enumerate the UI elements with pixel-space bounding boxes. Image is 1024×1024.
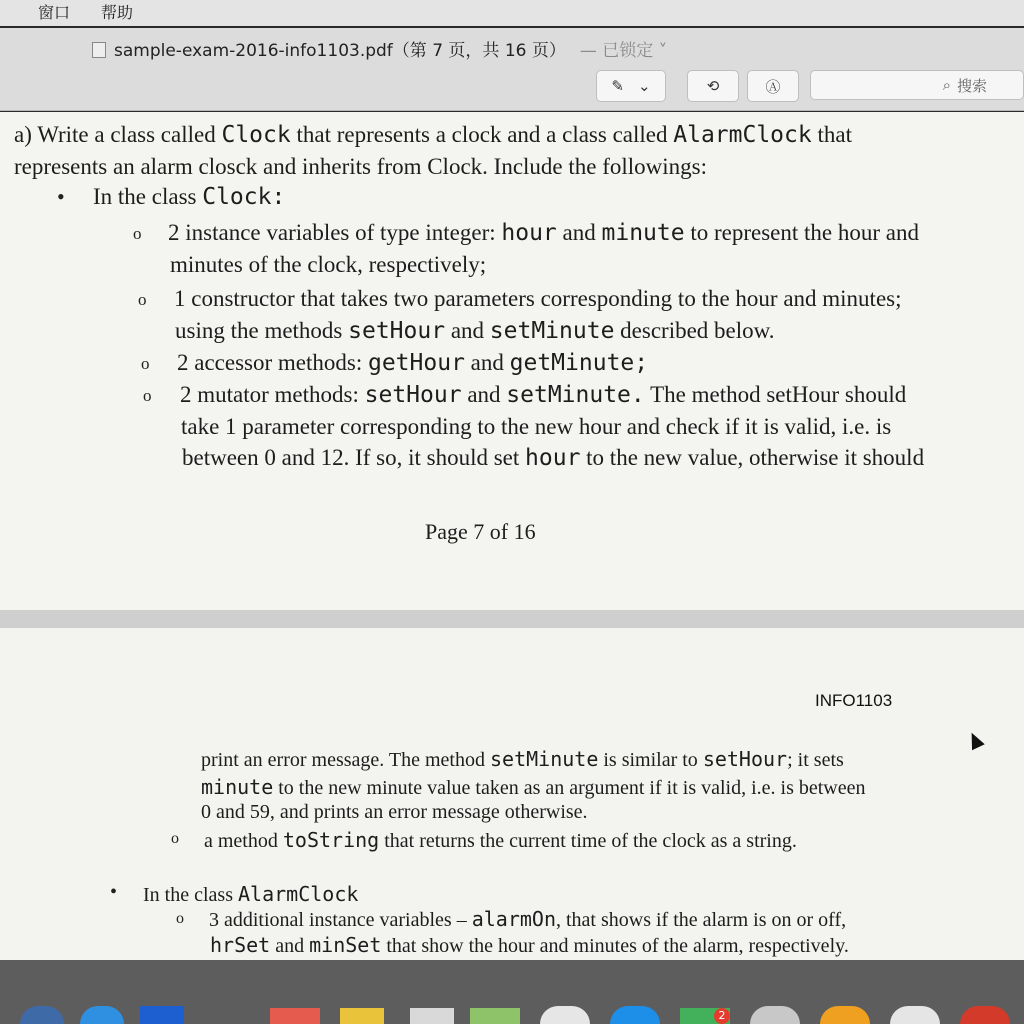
item-additional-vars-l1: 3 additional instance variables – alarmOn, that shows if the alarm is on or off, xyxy=(209,907,847,931)
item-instance-vars-l2: minutes of the clock, respectively; xyxy=(170,252,487,277)
menu-window[interactable]: 窗口 xyxy=(38,3,71,22)
clock-class-heading: In the class Clock: xyxy=(93,184,286,210)
annotate-icon: Ⓐ xyxy=(765,77,781,96)
app-icon[interactable] xyxy=(610,1006,660,1024)
annotate-button[interactable] xyxy=(747,70,799,102)
chevron-down-icon: ⌄ xyxy=(638,77,651,95)
app-icon[interactable] xyxy=(890,1006,940,1024)
item-constructor-l1: 1 constructor that takes two parameters corresponding to the hour and minutes; xyxy=(174,286,902,311)
app-icon[interactable] xyxy=(20,1006,64,1024)
markup-button[interactable] xyxy=(596,70,666,102)
notification-badge: 2 xyxy=(714,1008,730,1024)
item-constructor-l2: using the methods setHour and setMinute described below. xyxy=(175,318,775,344)
app-icon[interactable] xyxy=(140,1006,184,1024)
bullet-dot: • xyxy=(57,184,65,209)
circle-bullet: o xyxy=(143,386,152,405)
dock xyxy=(0,960,1024,1024)
app-icon[interactable] xyxy=(340,1008,384,1024)
page-header-course: INFO1103 xyxy=(815,691,893,710)
window-toolbar xyxy=(0,28,1024,111)
circle-bullet: o xyxy=(141,354,150,373)
cont-line3: 0 and 59, and prints an error message otherwise. xyxy=(201,801,588,823)
item-mutators-l1: 2 mutator methods: setHour and setMinute. The method setHour should xyxy=(180,382,907,408)
item-mutators-l3: between 0 and 12. If so, it should set hour to the new value, otherwise it should xyxy=(182,445,925,471)
menu-help[interactable]: 帮助 xyxy=(101,3,134,22)
circle-bullet: o xyxy=(133,224,142,243)
cont-line2: minute to the new minute value taken as an argument if it is valid, i.e. is between xyxy=(201,775,866,799)
pdf-document-icon xyxy=(92,42,106,58)
cont-line1: print an error message. The method setMinute is similar to setHour; it sets xyxy=(201,747,844,771)
question-a-line1: a) Write a class called Clock that represents a clock and a class called AlarmClock that xyxy=(14,122,852,148)
item-additional-vars-l2: hrSet and minSet that show the hour and minutes of the alarm, respectively. xyxy=(210,933,849,957)
locked-status[interactable]: — 已锁定 ˅ xyxy=(579,41,668,61)
app-icon[interactable] xyxy=(270,1008,320,1024)
app-icon[interactable] xyxy=(470,1008,520,1024)
app-icon[interactable] xyxy=(540,1006,590,1024)
bullet-dot: • xyxy=(110,881,118,903)
search-field[interactable] xyxy=(810,70,1024,100)
circle-bullet: o xyxy=(176,910,184,927)
page-separator xyxy=(0,610,1024,628)
app-icon[interactable] xyxy=(820,1006,870,1024)
page-footer: Page 7 of 16 xyxy=(425,519,536,544)
search-placeholder: 搜索 xyxy=(956,76,987,95)
document-title: sample-exam-2016-info1103.pdf（第 7 页，共 16 页） xyxy=(114,41,566,61)
pen-icon: ✎ xyxy=(611,77,624,95)
menu-bar xyxy=(0,0,1024,26)
circle-bullet: o xyxy=(138,290,147,309)
app-icon[interactable] xyxy=(410,1008,454,1024)
question-a-line2: represents an alarm closck and inherits from Clock. Include the followings: xyxy=(14,154,707,179)
item-mutators-l2: take 1 parameter corresponding to the new hour and check if it is valid, i.e. is xyxy=(181,414,892,439)
rotate-button[interactable] xyxy=(687,70,739,102)
search-icon: ⌕ xyxy=(942,76,951,94)
app-icon[interactable] xyxy=(80,1006,124,1024)
item-tostring: a method toString that returns the current time of the clock as a string. xyxy=(204,828,797,852)
app-icon[interactable] xyxy=(750,1006,800,1024)
item-accessors: 2 accessor methods: getHour and getMinute; xyxy=(177,350,649,376)
circle-bullet: o xyxy=(171,830,179,847)
alarmclock-class-heading: In the class AlarmClock xyxy=(143,882,359,906)
window-title xyxy=(92,36,667,61)
rotate-icon: ⟲ xyxy=(706,77,720,95)
app-icon[interactable] xyxy=(960,1006,1010,1024)
item-instance-vars-l1: 2 instance variables of type integer: hour and minute to represent the hour and xyxy=(168,220,919,246)
